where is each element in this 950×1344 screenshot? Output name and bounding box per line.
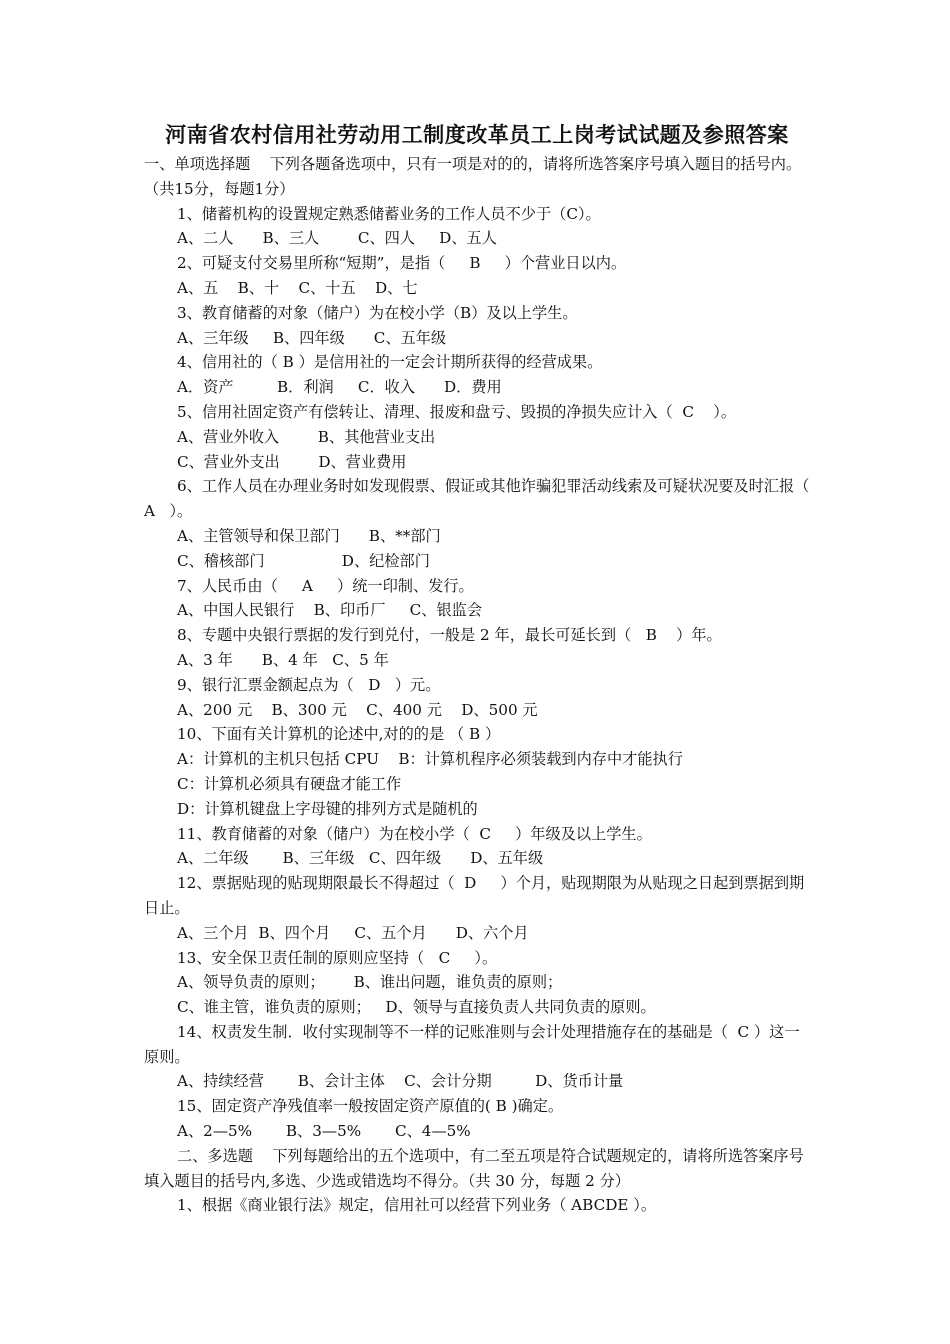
question-line: C、稽核部门 D、纪检部门: [177, 551, 430, 570]
question-line: C：计算机必须具有硬盘才能工作: [177, 774, 402, 793]
question-list: [144, 202, 824, 1144]
question-line: A、持续经营 B、会计主体 C、会计分期 D、货币计量: [177, 1072, 624, 1091]
question-line: A、三年级 B、四年级 C、五年级: [177, 328, 447, 347]
question-line: A、五 B、十 C、十五 D、七: [177, 278, 418, 297]
question-line: 4、信用社的（ B ）是信用社的一定会计期所获得的经营成果。: [177, 353, 603, 372]
question-line: A．资产 B．利润 C．收入 D．费用: [177, 378, 502, 397]
question-line: A、领导负责的原则； B、谁出问题，谁负责的原则；: [177, 973, 563, 992]
question-line: A、主管领导和保卫部门 B、**部门: [177, 526, 441, 545]
question-line: 2、可疑支付交易里所称“短期”，是指（ B ）个营业日以内。: [177, 254, 627, 273]
question-line: 3、教育储蓄的对象（储户）为在校小学（B）及以上学生。: [177, 303, 578, 322]
question-line: D：计算机键盘上字母键的排列方式是随机的: [177, 799, 478, 818]
question-line: 10、下面有关计算机的论述中,对的的是 （ B ）: [177, 725, 501, 744]
question-line: A、2—5% B、3—5% C、4—5%: [177, 1122, 471, 1141]
question-line: A、二年级 B、三年级 C、四年级 D、五年级: [177, 849, 544, 868]
section1-intro: 一、单项选择题 下列各题备选项中，只有一项是对的的，请将所选答案序号填入题目的括号内。（共15分，每题1分）: [144, 155, 802, 198]
question-line: 1、储蓄机构的设置规定熟悉储蓄业务的工作人员不少于（C）。: [177, 204, 601, 223]
question-line: 14、权责发生制．收付实现制等不一样的记账准则与会计处理措施存在的基础是（ C ）这一原则。: [144, 1022, 800, 1066]
question-line: A、二人 B、三人 C、四人 D、五人: [177, 229, 497, 248]
question-line: 15、固定资产净残值率一般按固定资产原值的( B )确定。: [177, 1097, 564, 1116]
question-line: 8、专题中央银行票据的发行到兑付，一般是 2 年，最长可延长到（ B ）年。: [177, 626, 722, 645]
document-title: 河南省农村信用社劳动用工制度改革员工上岗考试试题及参照答案: [165, 122, 789, 147]
question-line: A、三个月 B、四个月 C、五个月 D、六个月: [177, 923, 529, 942]
question-line: A、营业外收入 B、其他营业支出: [177, 427, 436, 446]
question-line: A、200 元 B、300 元 C、400 元 D、500 元: [177, 700, 538, 719]
question-line: 9、银行汇票金额起点为（ D ）元。: [177, 675, 441, 694]
question-line: 12、票据贴现的贴现期限最长不得超过（ D ）个月，贴现期限为从贴现之日起到票据到期日止。: [144, 874, 805, 917]
question-line: A：计算机的主机只包括 CPU B：计算机程序必须装载到内存中才能执行: [177, 750, 683, 769]
section2-question-1: 1、根据《商业银行法》规定，信用社可以经营下列业务（ ABCDE ）。: [177, 1196, 657, 1215]
question-line: C、营业外支出 D、营业费用: [177, 452, 407, 471]
question-line: 11、教育储蓄的对象（储户）为在校小学（ C ）年级及以上学生。: [177, 824, 652, 843]
question-line: 5、信用社固定资产有偿转让、清理、报废和盘亏、毁损的净损失应计入（ C ）。: [177, 402, 737, 421]
question-line: C、谁主管，谁负责的原则； D、领导与直接负责人共同负责的原则。: [177, 998, 656, 1017]
question-line: A、中国人民银行 B、印币厂 C、银监会: [177, 601, 483, 620]
question-line: A、3 年 B、4 年 C、5 年: [177, 650, 389, 669]
question-line: 13、安全保卫责任制的原则应坚持（ C ）。: [177, 948, 498, 967]
question-line: 7、人民币由（ A ）统一印制、发行。: [177, 576, 474, 595]
section2-intro: 二、多选题 下列每题给出的五个选项中，有二至五项是符合试题规定的，请将所选答案序号填入题目的括号内,多选、少选或错选均不得分。（共 30 分，每题 2 分）: [144, 1146, 804, 1190]
question-line: 6、工作人员在办理业务时如发现假票、假证或其他诈骗犯罪活动线索及可疑状况要及时汇报（ A ）。: [144, 477, 824, 521]
